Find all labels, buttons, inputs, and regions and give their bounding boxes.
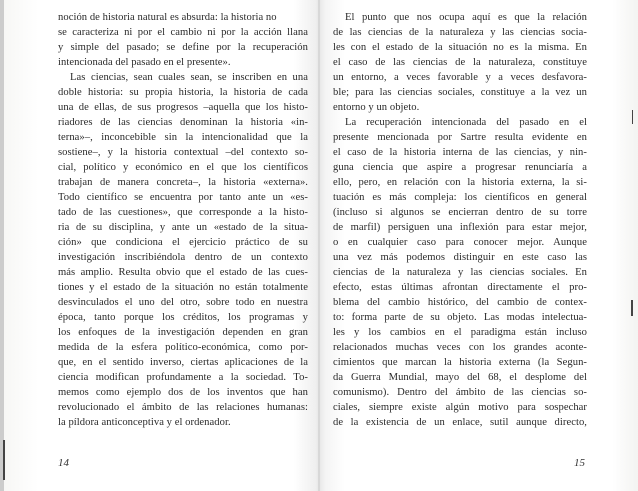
text-line: riadores de las ciencias denominan la historia «in- — [58, 117, 308, 128]
text-line: les y los cambios en el paradigma están incluso — [333, 327, 587, 338]
text-line: ria de su disciplina, y ante un «estado de la situa- — [58, 222, 308, 233]
text-line: se caracteriza ni por el cambio ni por la acción llana — [58, 27, 308, 38]
text-line: Las ciencias, sean cuales sean, se inscriben en una — [70, 72, 308, 83]
text-line: más amplio. Resulta obvio que el estado de las cues- — [58, 267, 308, 278]
text-line: tuación es más compleja: los científicos en general — [333, 192, 587, 203]
text-line: de marfil) persiguen una inflexión para estar mejor, — [333, 222, 587, 233]
text-line: El punto que nos ocupa aquí es que la relación — [345, 12, 587, 23]
text-line: Todo científico se encuentra por tanto ante un «es- — [58, 192, 308, 203]
text-line: La recuperación intencionada del pasado en el — [345, 117, 587, 128]
margin-mark — [631, 300, 633, 316]
text-line: desvinculados el uno del otro, sobre todo en nuestra — [58, 297, 308, 308]
text-line: memos como ejemplo dos de los inventos que han — [58, 387, 308, 398]
text-line: sostiene–, y la historia contextual –del contexto so- — [58, 147, 308, 158]
text-line: la píldora anticonceptiva y el ordenador. — [58, 417, 231, 428]
text-line: relacionados muchas veces con los grandes aconte- — [333, 342, 587, 353]
text-line: intencionada del pasado en el presente». — [58, 57, 231, 68]
margin-mark — [3, 440, 5, 480]
margin-mark — [632, 110, 633, 124]
text-line: ciales, siempre existe algún motivo para sospechar — [333, 402, 587, 413]
text-line: una de ellas, de sus progresos –aquella que los histo- — [58, 102, 308, 113]
text-line: blema del cambio histórico, del cambio de contex- — [333, 297, 587, 308]
text-line: presente mencionada por Sartre resulta evidente en — [333, 132, 587, 143]
text-line: les con el estado de la situación no es la misma. En — [333, 42, 587, 53]
text-line: noción de historia natural es absurda: la historia no — [58, 12, 277, 23]
right-page — [333, 10, 587, 430]
text-line: ble; para las ciencias sociales, constituye a la vez un — [333, 87, 587, 98]
text-line: guna ciencia que aspire a progresar renunciaría a — [333, 162, 587, 173]
text-line: trabajan de manera concreta–, la historia «externa». — [58, 177, 308, 188]
left-page — [58, 10, 308, 430]
text-line: cial, político y económico en el que los científicos — [58, 162, 308, 173]
text-line: tiones y el estado de la situación no están totalmente — [58, 282, 308, 293]
text-line: da Guerra Mundial, mayo del 68, el desplome del — [333, 372, 587, 383]
text-line: que, en el sentido inverso, ciertas aplicaciones de la — [58, 357, 308, 368]
text-line: terna»–, inconcebible sin la intencionalidad que la — [58, 132, 308, 143]
text-line: entorno y un objeto. — [333, 102, 420, 113]
text-line: cimientos que marcan la historia externa (la Segun- — [333, 357, 587, 368]
text-line: época, tanto porque los créditos, los programas y — [58, 312, 308, 323]
text-line: el caso de las ciencias de la naturaleza, constituye — [333, 57, 587, 68]
text-line: (incluso si algunos se encierran dentro de su torre — [333, 207, 587, 218]
text-line: de las ciencias de la naturaleza y las ciencias socia- — [333, 27, 587, 38]
text-line: comunismo). Dentro del ámbito de las ciencias so- — [333, 387, 587, 398]
text-line: un entorno, a veces favorable y a veces desfavora- — [333, 72, 587, 83]
text-line: investigación inscribiéndola dentro de un contexto — [58, 252, 308, 263]
text-line: y simple del pasado; se define por la recuperación — [58, 42, 308, 53]
text-line: o en cualquier caso para conocer mejor. Aunque — [333, 237, 587, 248]
text-line: el caso de la historia interna de las ciencias, y nin- — [333, 147, 587, 158]
text-line: de la existencia de un enlace, sutil aunque directo, — [333, 417, 587, 428]
text-line: efecto, estas últimas afrontan directamente el pro- — [333, 282, 587, 293]
text-line: una vez más podemos distinguir en este caso las — [333, 252, 587, 263]
text-line: ciencias de la naturaleza y las ciencias sociales. En — [333, 267, 587, 278]
text-line: medida de la esfera político-económica, como por- — [58, 342, 308, 353]
text-line: ello, pero, en relación con la historia externa, la si- — [333, 177, 587, 188]
text-line: ción» que condiciona el ejercicio práctico de su — [58, 237, 308, 248]
text-line: tado de las cuestiones», que corresponde a la histo- — [58, 207, 308, 218]
book-gutter — [318, 0, 320, 491]
text-line: to: forma parte de su objeto. Las modas intelectua- — [333, 312, 587, 323]
text-line: revolucionado el ámbito de las relaciones humanas: — [58, 402, 308, 413]
page-number-left: 14 — [58, 457, 69, 469]
page-number-right: 15 — [574, 457, 585, 469]
text-line: doble historia: su propia historia, la historia de cada — [58, 87, 308, 98]
page-edge-shadow — [0, 0, 4, 491]
text-line: los enfoques de la investigación dependen en gran — [58, 327, 308, 338]
text-line: ciencia modifican profundamente a la sociedad. To- — [58, 372, 308, 383]
